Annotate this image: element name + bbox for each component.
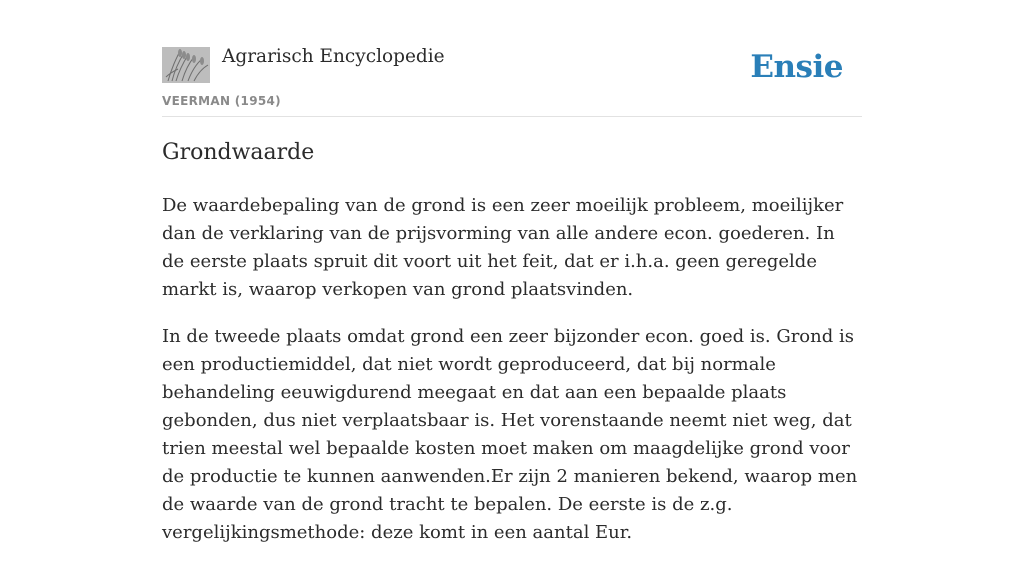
wheat-illustration-icon bbox=[162, 47, 210, 83]
article-paragraph: De waardebepaling van de grond is een zeer moeilijk probleem, moeilijker dan de verklaring van de prijsvorming van alle andere econ. goederen. In de eerste plaats spruit dit voort uit het feit, dat er i.h.a. geen geregelde markt is, waarop verkopen van grond plaatsvinden. bbox=[162, 195, 844, 300]
source-name[interactable]: Agrarisch Encyclopedie bbox=[222, 46, 445, 67]
ensie-logo[interactable]: Ensie bbox=[750, 49, 843, 85]
page-title: Grondwaarde bbox=[162, 140, 315, 165]
source-header bbox=[162, 44, 862, 117]
article-body bbox=[162, 192, 862, 566]
article-paragraph: In de tweede plaats omdat grond een zeer bijzonder econ. goed is. Grond is een productiemiddel, dat niet wordt geproduceerd, dat bij normale behandeling eeuwigdurend meegaat en dat aan een bepaalde plaats gebonden, dus niet verplaatsbaar is. Het vorenstaande neemt niet weg, dat trien meestal wel bepaalde kosten moet maken om maagdelijke grond voor de productie te kunnen aanwenden.Er zijn 2 manieren bekend, waarop men de waarde van de grond tracht te bepalen. De eerste is de z.g. vergelijkingsmethode: deze komt in een aantal Eur. bbox=[162, 326, 858, 543]
edition-label: VEERMAN (1954) bbox=[162, 94, 281, 108]
source-avatar[interactable] bbox=[162, 47, 210, 83]
